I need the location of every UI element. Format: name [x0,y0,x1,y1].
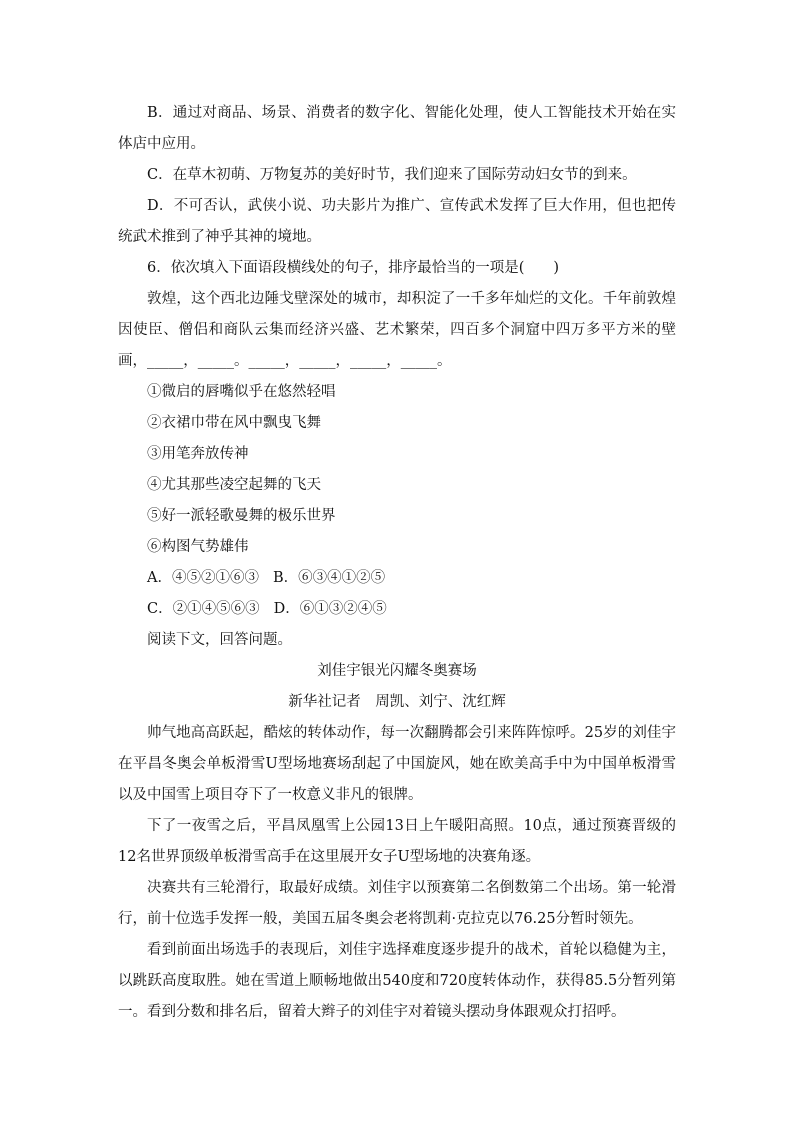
article-byline: 新华社记者 周凯、刘宁、沈红辉 [288,694,506,710]
question-5-option-c: C．在草木初萌、万物复苏的美好时节，我们迎来了国际劳动妇女节的到来。 [147,167,637,183]
sentence-5: ⑤好一派轻歌曼舞的极乐世界 [147,508,336,524]
document-page [118,98,676,1028]
answer-option-c: C．②①④⑤⑥③ [147,601,260,617]
answer-options-row-2 [118,594,676,625]
article-paragraph: 帅气地高高跃起，酷炫的转体动作，每一次翻腾都会引来阵阵惊呼。25岁的刘佳宇在平昌冬奥会单板滑雪U型场地赛场刮起了中国旋风，她在欧美高手中为中国单板滑雪以及中国雪上项目夺下了一枚意义非凡的银牌。 [118,725,676,803]
article-title: 刘佳宇银光闪耀冬奥赛场 [317,663,477,679]
question-6-passage: 敦煌，这个西北边陲戈壁深处的城市，却积淀了一千多年灿烂的文化。千年前敦煌因使臣、僧侣和商队云集而经济兴盛、艺术繁荣，四百多个洞窟中四万多平方米的壁画，_____，_____。_____，_____，_____，_____。 [118,291,676,369]
answer-option-b: B．⑥③④①②⑤ [272,570,386,586]
article-paragraph: 决赛共有三轮滑行，取最好成绩。刘佳宇以预赛第二名倒数第二个出场。第一轮滑行，前十位选手发挥一般，美国五届冬奥会老将凯莉·克拉克以76.25分暂时领先。 [118,880,676,927]
question-5-option-b: B．通过对商品、场景、消费者的数字化、智能化处理，使人工智能技术开始在实体店中应用。 [118,105,676,152]
question-5-option-d: D．不可否认，武侠小说、功夫影片为推广、宣传武术发挥了巨大作用，但也把传统武术推到了神乎其神的境地。 [118,198,676,245]
answer-option-d: D．⑥①③②④⑤ [273,601,387,617]
sentence-6: ⑥构图气势雄伟 [147,539,249,555]
answer-option-a: A．④⑤②①⑥③ [147,570,259,586]
sentence-2: ②衣裙巾带在风中飘曳飞舞 [147,415,321,431]
answer-options-row-1 [118,563,676,594]
sentence-3: ③用笔奔放传神 [147,446,249,462]
sentence-4: ④尤其那些凌空起舞的飞天 [147,477,321,493]
sentence-1: ①微启的唇嘴似乎在悠然轻唱 [147,384,336,400]
article-paragraph: 下了一夜雪之后，平昌凤凰雪上公园13日上午暖阳高照。10点，通过预赛晋级的12名世界顶级单板滑雪高手在这里展开女子U型场地的决赛角逐。 [118,818,676,865]
reading-prompt: 阅读下文，回答问题。 [147,632,292,648]
question-6-stem: 6．依次填入下面语段横线处的句子，排序最恰当的一项是( ) [147,260,560,276]
article-paragraph: 看到前面出场选手的表现后，刘佳宇选择难度逐步提升的战术，首轮以稳健为主，以跳跃高度取胜。她在雪道上顺畅地做出540度和720度转体动作，获得85.5分暂列第一。看到分数和排名后，留着大辫子的刘佳宇对着镜头摆动身体跟观众打招呼。 [118,942,676,1020]
